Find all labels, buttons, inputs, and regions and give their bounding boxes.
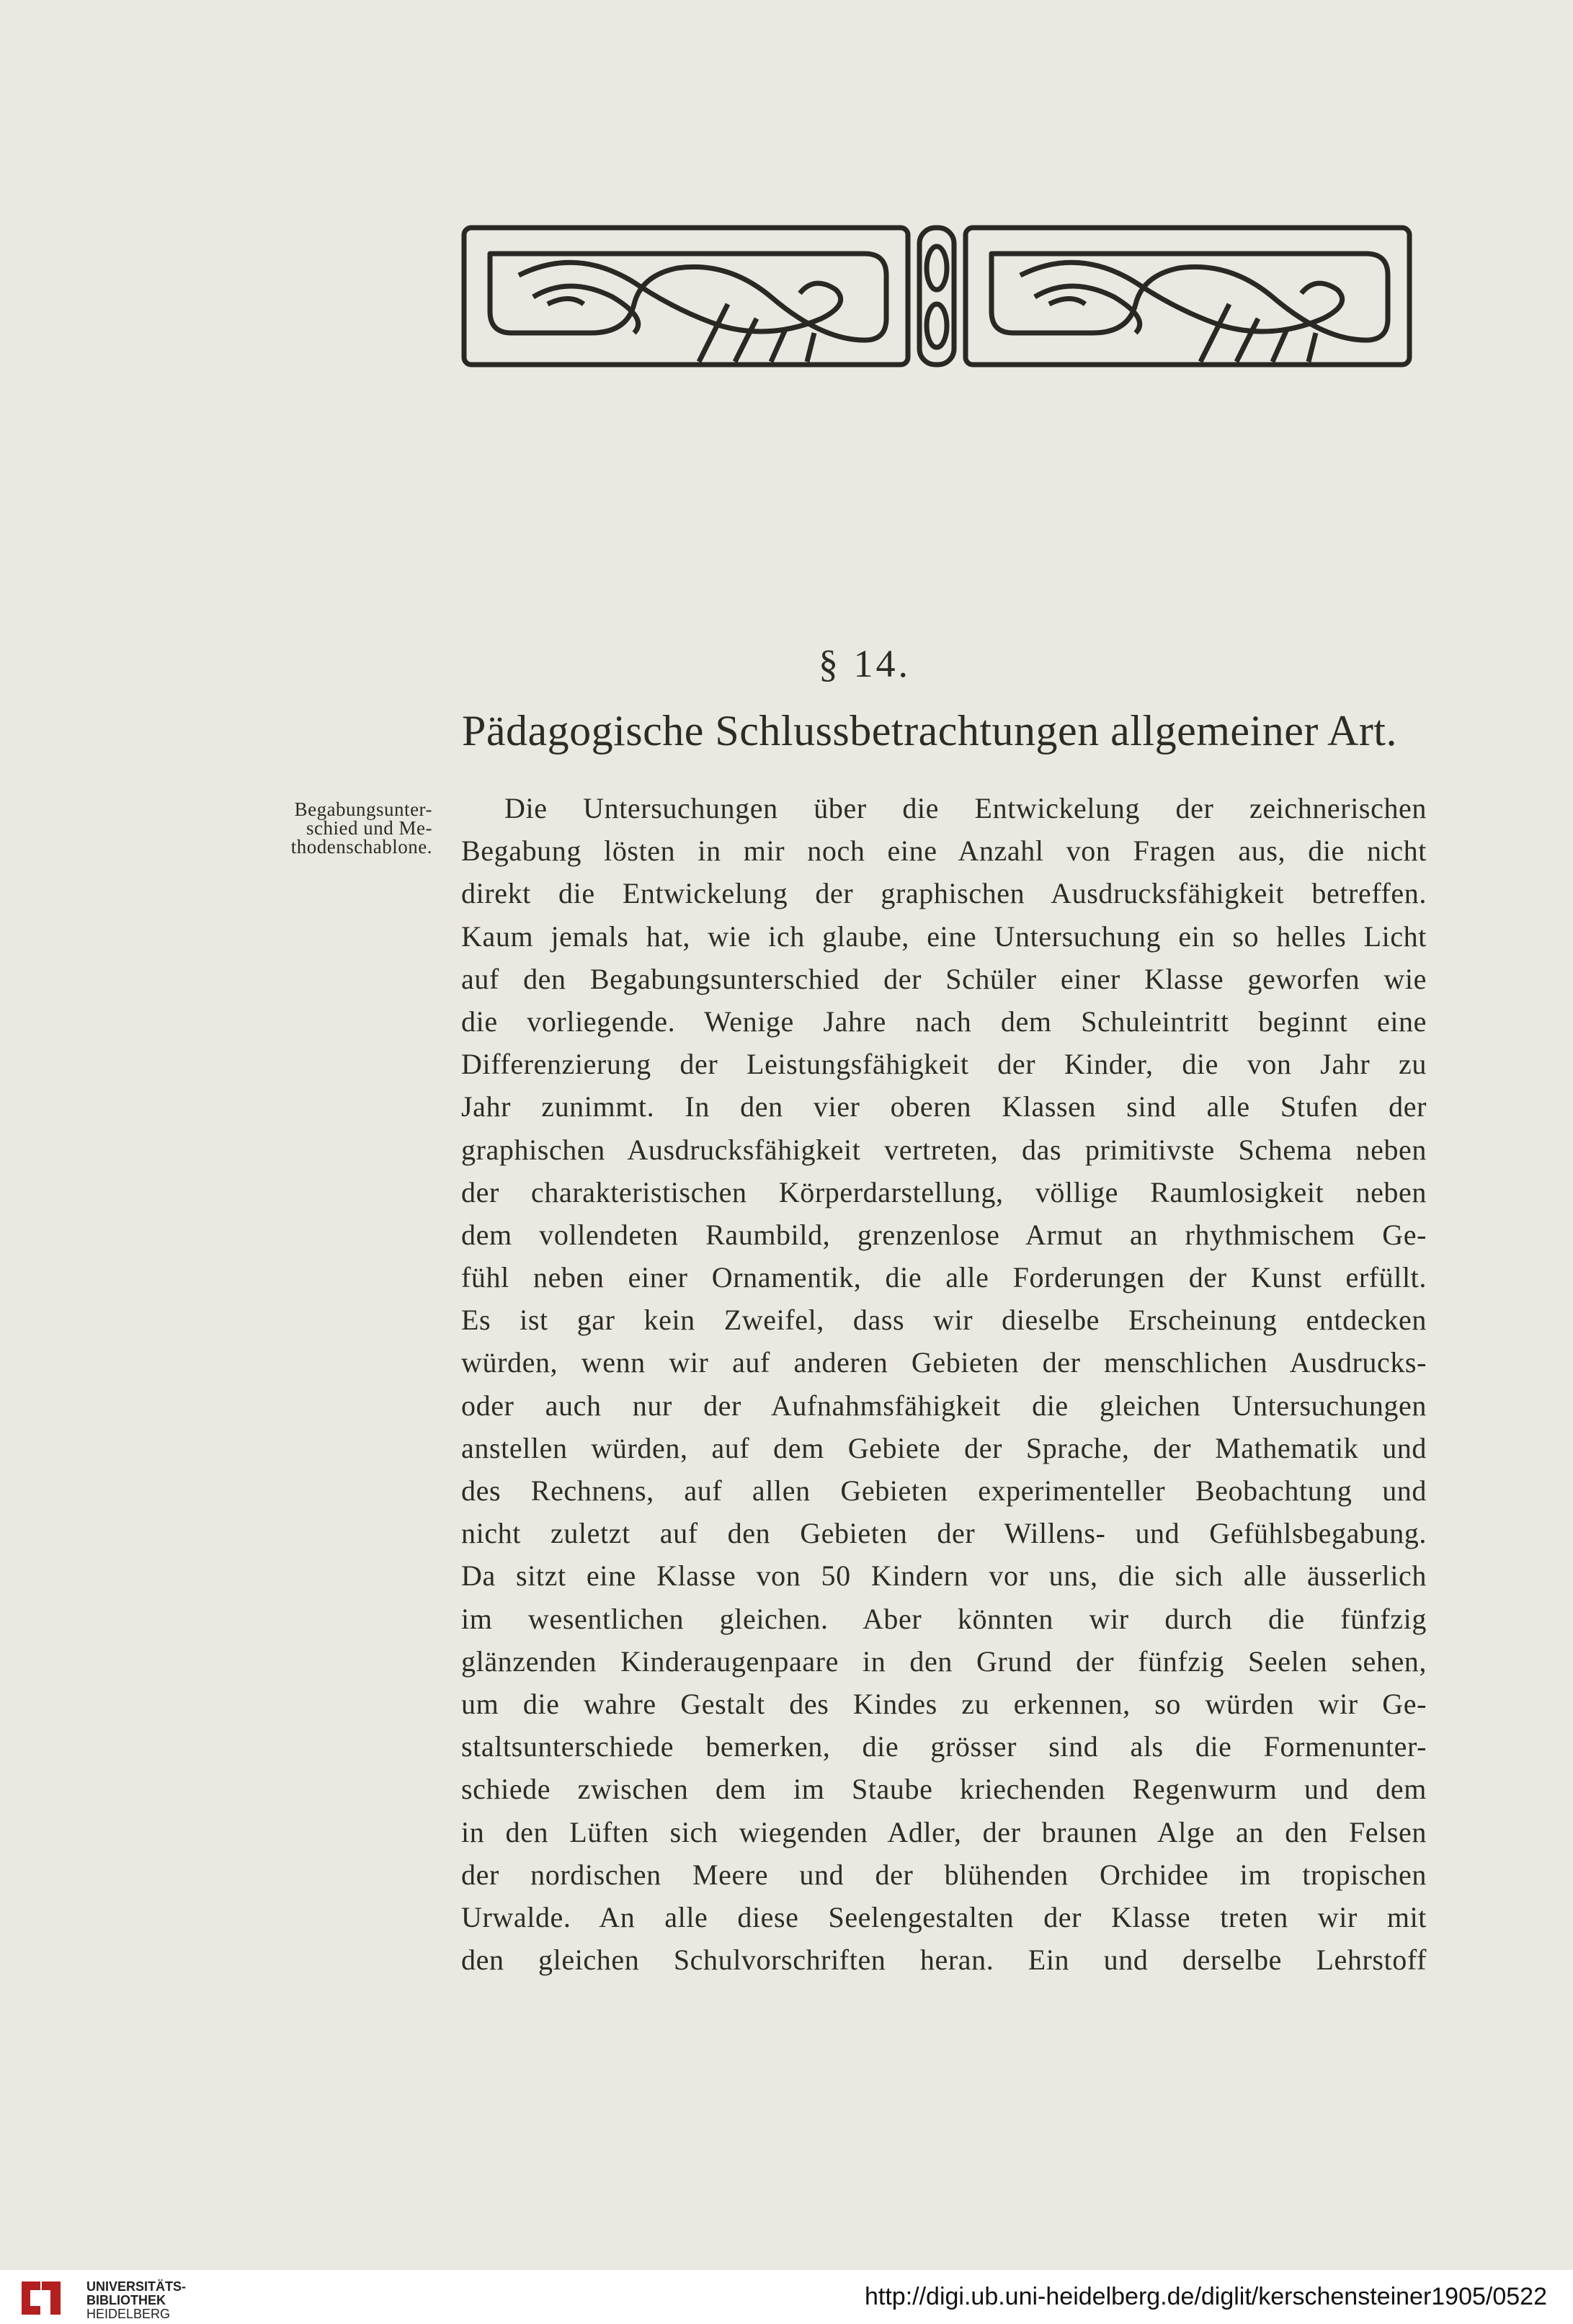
text-line: Jahr zunimmt. In den vier oberen Klassen sind alle Stufen der xyxy=(461,1090,1427,1123)
library-name-line: HEIDELBERG xyxy=(86,2307,171,2321)
text-line: um die wahre Gestalt des Kindes zu erkennen, so würden wir Ge- xyxy=(461,1687,1427,1720)
text-line: Da sitzt eine Klasse von 50 Kindern vor uns, die sich alle äusserlich xyxy=(461,1559,1427,1593)
text-line: auf den Begabungsunterschied der Schüler einer Klasse geworfen wie xyxy=(461,962,1427,995)
text-line: Kaum jemals hat, wie ich glaube, eine Untersuchung ein so helles Licht xyxy=(461,920,1427,953)
library-name-line: UNIVERSITÄTS- xyxy=(86,2279,187,2294)
text-line: würden, wenn wir auf anderen Gebieten der menschlichen Ausdrucks- xyxy=(461,1346,1427,1379)
text-line: staltsunterschiede bemerken, die grösser sind als die Formenunter- xyxy=(461,1730,1427,1763)
text-line: Urwalde. An alle diese Seelengestalten der Klasse treten wir mit xyxy=(461,1900,1427,1933)
margin-note xyxy=(245,800,432,856)
text-line: schiede zwischen dem im Staube kriechenden Regenwurm und dem xyxy=(461,1773,1427,1806)
text-line: Es ist gar kein Zweifel, dass wir dieselbe Erscheinung entdecken xyxy=(461,1304,1427,1337)
library-name-line: BIBLIOTHEK xyxy=(86,2293,166,2307)
text-line: anstellen würden, auf dem Gebiete der Sprache, der Mathematik und xyxy=(461,1431,1427,1464)
ub-heidelberg-logo-icon xyxy=(16,2277,66,2319)
text-line: der nordischen Meere und der blühenden Orchidee im tropischen xyxy=(461,1858,1427,1891)
text-line: den gleichen Schulvorschriften heran. Ein und derselbe Lehrstoff xyxy=(461,1944,1427,1977)
digitization-footer xyxy=(0,2270,1573,2324)
text-line: glänzenden Kinderaugenpaare in den Grund der fünfzig Seelen sehen, xyxy=(461,1644,1427,1678)
text-line: die vorliegende. Wenige Jahre nach dem Schuleintritt beginnt eine xyxy=(461,1005,1427,1038)
text-line: in den Lüften sich wiegenden Adler, der braunen Alge an den Felsen xyxy=(461,1815,1427,1848)
text-line: Die Untersuchungen über die Entwickelung der zeichnerischen xyxy=(504,792,1427,824)
text-line: fühl neben einer Ornamentik, die alle Forderungen der Kunst erfüllt. xyxy=(461,1261,1427,1294)
margin-note-line: schied und Me- xyxy=(306,817,432,839)
body-paragraph xyxy=(461,787,1427,1981)
chapter-heading: Pädagogische Schlussbetrachtungen allgemeiner Art. xyxy=(462,707,1397,754)
text-line: nicht zuletzt auf den Gebieten der Willens- und Gefühlsbegabung. xyxy=(461,1517,1427,1550)
source-url-link[interactable]: http://digi.ub.uni-heidelberg.de/diglit/kerschensteiner1905/0522 xyxy=(865,2283,1547,2310)
interlaced-scroll-ornament-icon xyxy=(461,225,1412,372)
margin-note-line: thodenschablone. xyxy=(290,836,432,858)
text-line: direkt die Entwickelung der graphischen Ausdrucksfähigkeit betreffen. xyxy=(461,877,1427,910)
text-line: im wesentlichen gleichen. Aber könnten wir durch die fünfzig xyxy=(461,1602,1427,1635)
text-line: Differenzierung der Leistungsfähigkeit der Kinder, die von Jahr zu xyxy=(461,1048,1427,1081)
section-number: § 14. xyxy=(819,642,911,685)
margin-note-line: Begabungsunter- xyxy=(294,798,432,820)
text-line: Begabung lösten in mir noch eine Anzahl von Fragen aus, die nicht xyxy=(461,834,1427,868)
text-line: graphischen Ausdrucksfähigkeit vertreten, das primitivste Schema neben xyxy=(461,1133,1427,1166)
text-line: der charakteristischen Körperdarstellung, völlige Raumlosigkeit neben xyxy=(461,1175,1427,1208)
text-line: des Rechnens, auf allen Gebieten experimenteller Beobachtung und xyxy=(461,1474,1427,1507)
library-name xyxy=(86,2280,186,2321)
text-line: dem vollendeten Raumbild, grenzenlose Armut an rhythmischem Ge- xyxy=(461,1218,1427,1251)
text-line: oder auch nur der Aufnahmsfähigkeit die gleichen Untersuchungen xyxy=(461,1389,1427,1422)
